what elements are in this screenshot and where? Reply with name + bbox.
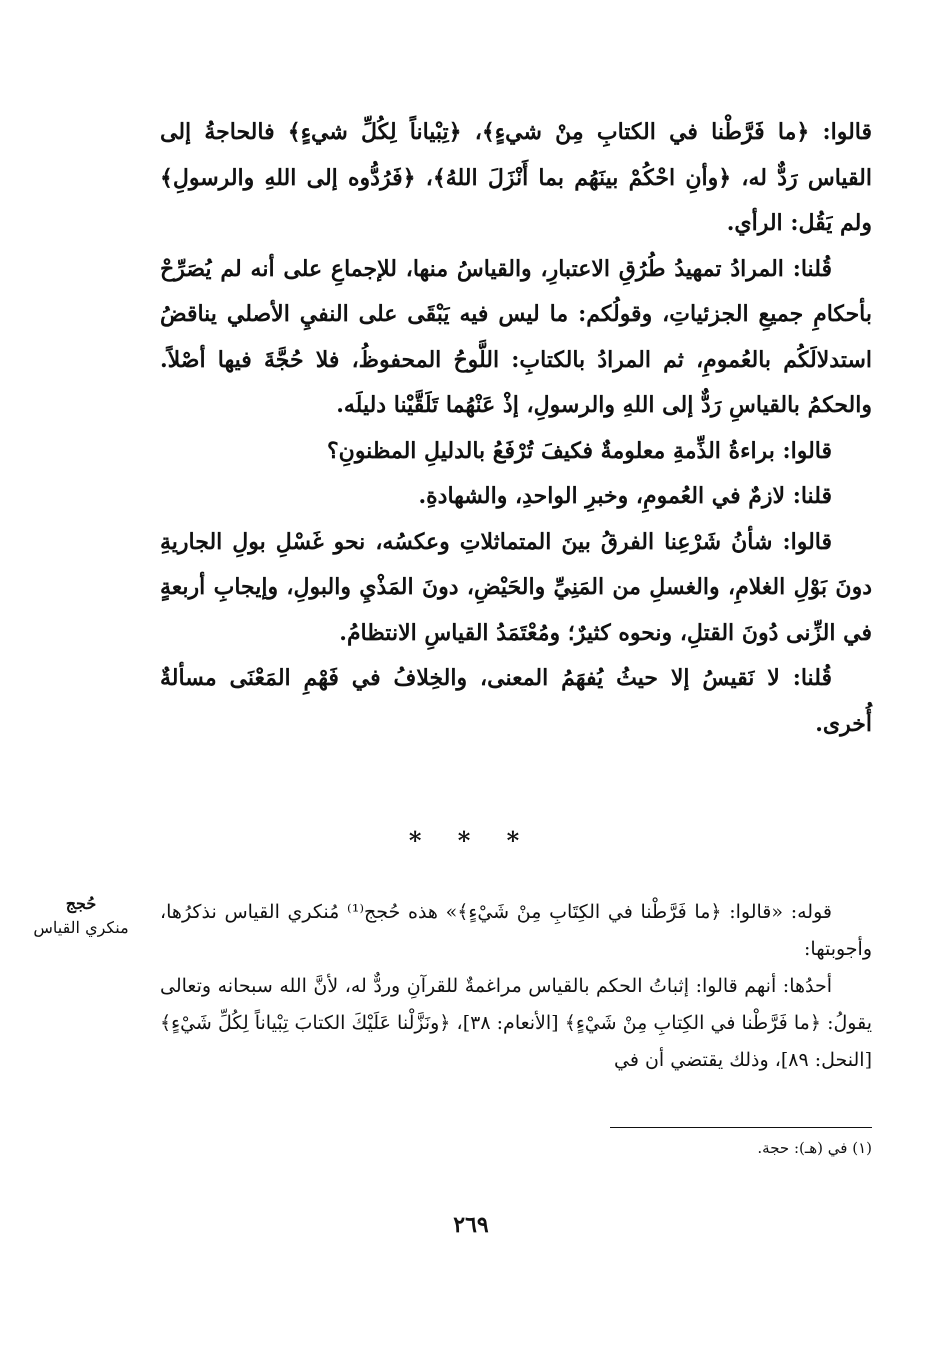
margin-note — [26, 892, 136, 940]
paragraph-reply-3: قُلنا: لا نَقيسُ إلا حيثُ يُفهَمُ المعنى، والخِلافُ في فَهْمِ المَعْنَى مسألةٌ أُخرى. — [160, 665, 872, 737]
commentary-paragraph: أحدُها: أنهم قالوا: إثباتُ الحكم بالقياس مراغمةٌ للقرآنِ وردٌّ له، لأنَّ الله سبحانه وتعالى يقولُ: ﴿ما فَرَّطْنا في الكِتابِ مِنْ شَيْءٍ﴾ [الأنعام: ٣٨]، ﴿ونَزَّلْنا عَلَيْكَ الكتابَ تِبْياناً لِكُلِّ شَيْءٍ﴾ [النحل: ٨٩]، وذلك يقتضي أن في — [160, 975, 872, 1071]
section-separator: * * * — [408, 826, 534, 855]
footnote: (١) في (هـ): حجة. — [757, 1139, 872, 1157]
footnote-divider — [610, 1127, 872, 1128]
margin-note-heading: حُجج — [65, 894, 97, 913]
page-number: ٢٦٩ — [453, 1212, 489, 1238]
margin-note-subheading: منكري القياس — [33, 918, 129, 937]
paragraph-objection-1: قالوا: ﴿ما فَرَّطْنا في الكتابِ مِنْ شيءٍ﴾، ﴿تِبْياناً لِكُلِّ شيءٍ﴾ فالحاجةُ إلى القياس رَدٌّ له، ﴿وأنِ احْكُمْ بينَهُم بما أَنْزَلَ اللهُ﴾، ﴿فَرُدُّوه إلى اللهِ والرسولِ﴾ ولم يَقُل: الرأي. — [160, 119, 872, 236]
paragraph-objection-2: قالوا: براءةُ الذِّمةِ معلومةٌ فكيفَ تُرْفَعُ بالدليلِ المظنونِ؟ — [326, 437, 832, 464]
paragraph-objection-3: قالوا: شأنُ شَرْعِنا الفرقُ بينَ المتماثلاتِ وعكسُه، نحو غَسْلِ بولِ الجاريةِ دونَ بَوْلِ الغلامِ، والغسلِ من المَنِيِّ والحَيْضِ، دونَ المَذْيِ والبولِ، وإيجابِ أربعةٍ في الزِّنى دُونَ القتلِ، ونحوه كثيرٌ؛ ومُعْتَمَدُ القياسِ الانتظامُ. — [160, 528, 872, 646]
paragraph-reply-1: قُلنا: المرادُ تمهيدُ طُرُقِ الاعتبارِ، والقياسُ منها، للإجماعِ على أنه لم يُصَرِّحْ بأحكامِ جميعِ الجزئياتِ، وقولُكم: ما ليس فيه يَبْقَى على النفيِ الأصلي يناقضُ استدلالَكُم بالعُمومِ، ثم المرادُ بالكتابِ: اللَّوحُ المحفوظُ، فلا حُجَّةَ فيها أصْلاً. والحكمُ بالقياسِ رَدٌّ إلى اللهِ والرسولِ، إذْ عَنْهُما تَلَقَّيْنا دليلَه. — [160, 255, 873, 418]
main-text — [160, 110, 872, 747]
commentary-paragraph: قوله: «قالوا: ﴿ما فَرَّطْنا في الكِتَابِ مِنْ شَيْءٍ﴾» هذه حُجج⁽¹⁾ مُنكري القياس نذكرُها، وأجوبتها: — [160, 901, 872, 960]
commentary-text — [160, 894, 872, 1079]
paragraph-reply-2: قلنا: لازمٌ في العُمومِ، وخبرِ الواحدِ، والشهادةِ. — [418, 483, 832, 509]
